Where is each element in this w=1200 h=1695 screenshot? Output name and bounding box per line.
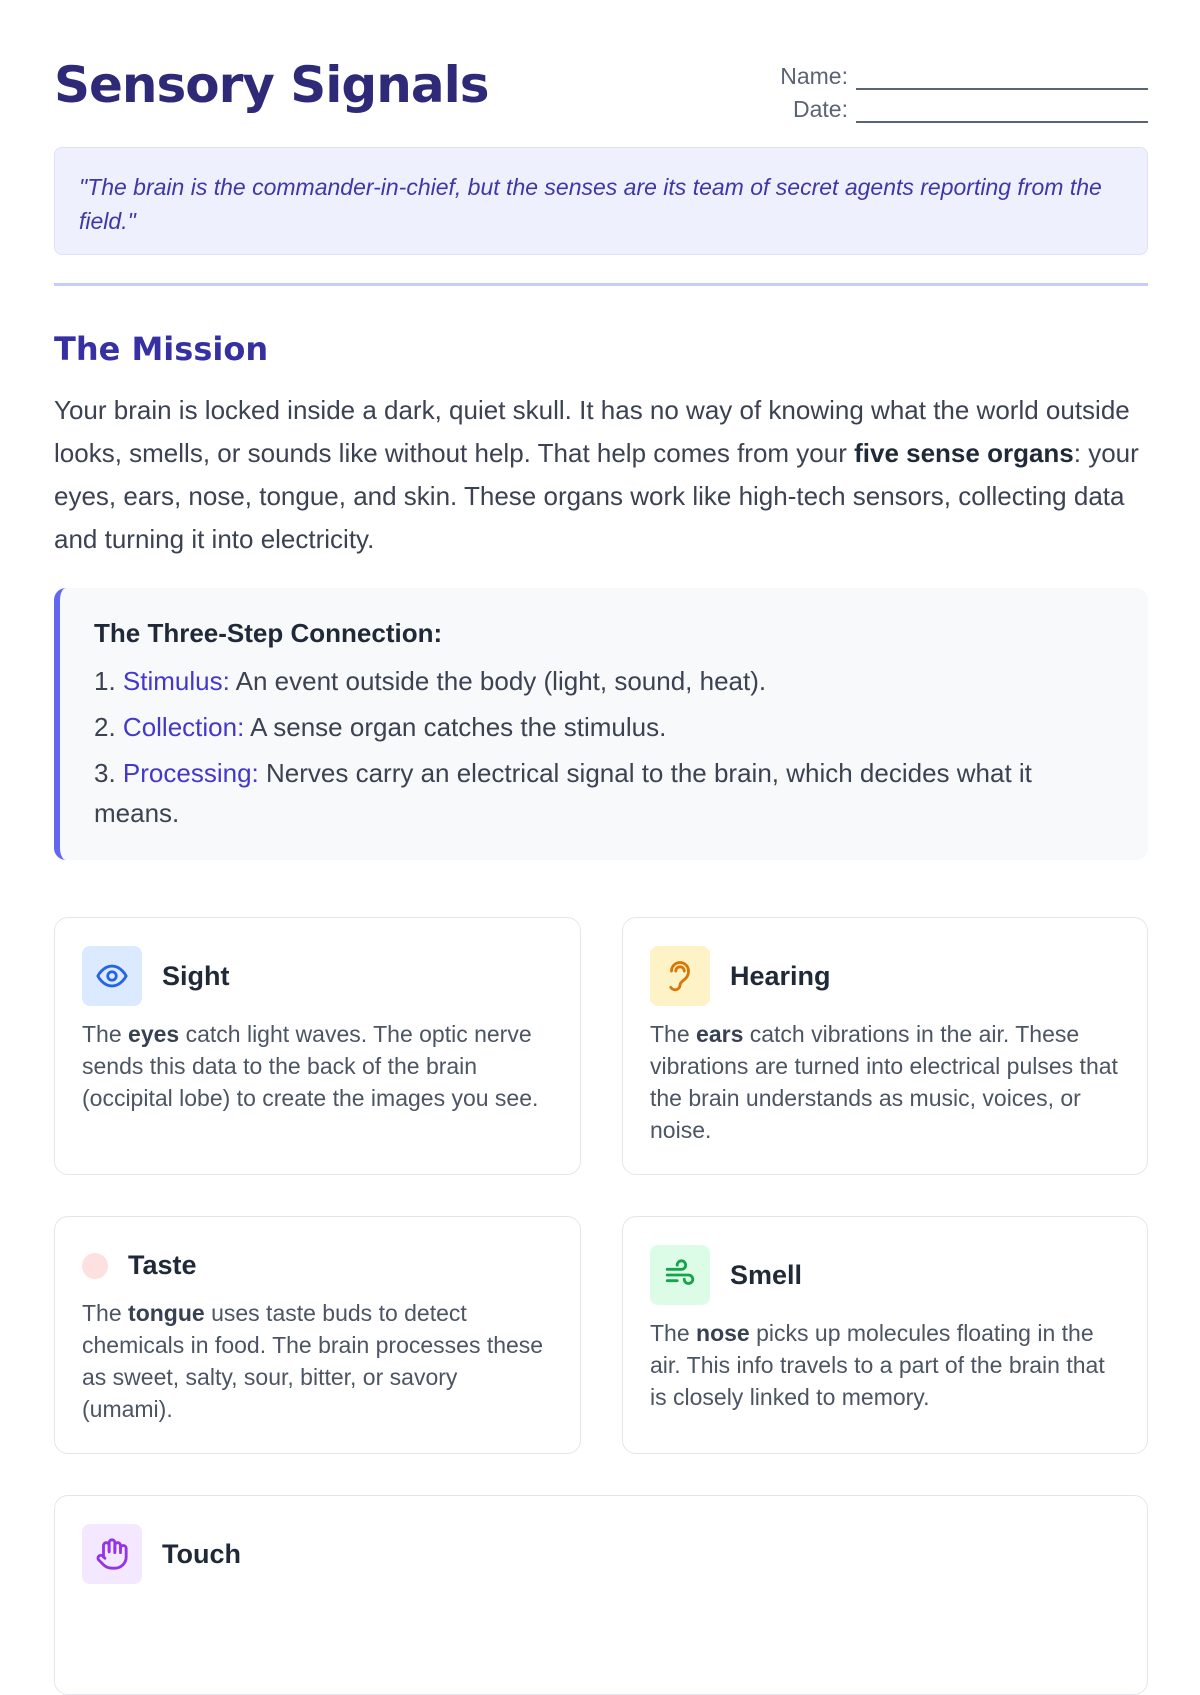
card-text: The eyes catch light waves. The optic nerve sends this data to the back of the brain (occipital lobe) to create the images you see. — [82, 1021, 539, 1111]
step-item: 3. Processing: Nerves carry an electrical signal to the brain, which decides what it means. — [94, 758, 1032, 828]
ear-icon — [650, 946, 710, 1006]
header — [54, 52, 1148, 122]
card-title: Touch — [162, 1538, 241, 1569]
mission-paragraph: Your brain is locked inside a dark, quiet skull. It has no way of knowing what the world outside looks, smells, or sounds like without help. That help comes from your five sense organs: your eyes, ears, nose, tongue, and skin. These organs work like high-tech sensors, collecting data and turning it into electricity. — [54, 395, 1139, 554]
hand-icon — [82, 1524, 142, 1584]
card-title: Sight — [162, 960, 230, 991]
touch-card — [54, 1495, 1148, 1695]
name-line[interactable] — [856, 66, 1148, 90]
date-label: Date: — [793, 96, 848, 122]
step-item: 2. Collection: A sense organ catches the stimulus. — [94, 712, 667, 742]
steps-callout — [54, 588, 1148, 860]
taste-card — [54, 1216, 581, 1454]
smell-card — [622, 1216, 1148, 1454]
card-title: Smell — [730, 1259, 803, 1290]
card-text: The ears catch vibrations in the air. These vibrations are turned into electrical pulses that the brain understands as music, voices, or noise. — [650, 1021, 1118, 1143]
hearing-card — [622, 917, 1148, 1175]
card-text: The tongue uses taste buds to detect chemicals in food. The brain processes these as sweet, salty, sour, bitter, or savory (umami). — [82, 1300, 544, 1422]
name-label: Name: — [780, 63, 848, 89]
card-title: Hearing — [730, 960, 831, 991]
sight-card — [54, 917, 581, 1175]
section-heading: The Mission — [54, 330, 269, 368]
intro-quote: "The brain is the commander-in-chief, but the senses are its team of secret agents reporting from the field." — [54, 147, 1148, 255]
steps-title: The Three-Step Connection: — [94, 618, 443, 648]
name-date-fields — [768, 57, 1148, 123]
step-item: 1. Stimulus: An event outside the body (light, sound, heat). — [94, 666, 767, 696]
wind-icon — [650, 1245, 710, 1305]
date-line[interactable] — [856, 99, 1148, 123]
bold-phrase: five sense organs — [854, 438, 1074, 468]
divider — [54, 283, 1148, 286]
taste-dot-icon — [82, 1253, 108, 1279]
page-title: Sensory Signals — [54, 56, 489, 114]
card-text: The nose picks up molecules floating in the air. This info travels to a part of the brain that is closely linked to memory. — [650, 1320, 1105, 1410]
eye-icon — [82, 946, 142, 1006]
card-title: Taste — [128, 1250, 197, 1280]
